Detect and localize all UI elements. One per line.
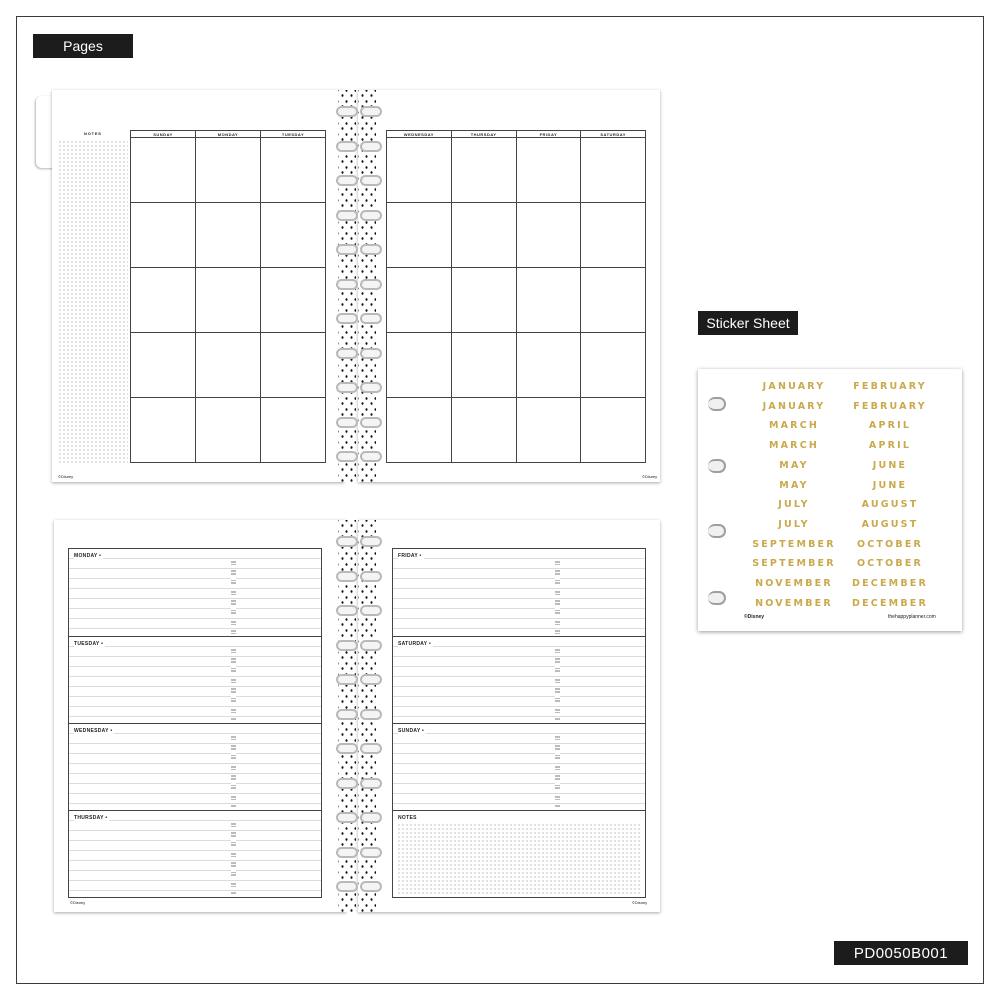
monthly-right-footer: ©Disney: [642, 474, 658, 479]
month-sticker[interactable]: AUGUST: [861, 518, 919, 530]
binder-ring: [360, 778, 382, 789]
calendar-cell[interactable]: [451, 398, 516, 463]
calendar-cell[interactable]: [387, 398, 452, 463]
calendar-cell[interactable]: [196, 333, 261, 398]
binder-ring: [336, 313, 358, 324]
day-name: WEDNESDAY •: [74, 728, 113, 734]
binder-ring: [360, 141, 382, 152]
binder-ring: [336, 106, 358, 117]
checkbox-column[interactable]: [555, 557, 560, 634]
monthly-left-calendar: [130, 130, 326, 463]
sticker-sheet: [698, 369, 962, 631]
calendar-cell[interactable]: [387, 203, 452, 268]
binder-ring: [336, 674, 358, 685]
day-block-sunday[interactable]: [393, 723, 645, 810]
day-name: TUESDAY •: [74, 641, 104, 647]
month-sticker[interactable]: FEBRUARY: [853, 400, 927, 412]
day-block-monday[interactable]: [69, 549, 321, 636]
binder-ring: [360, 743, 382, 754]
binder-ring: [336, 279, 358, 290]
month-sticker[interactable]: JULY: [778, 499, 810, 511]
day-name: SATURDAY •: [398, 641, 431, 647]
monthly-right-page: [358, 90, 660, 482]
month-sticker[interactable]: DECEMBER: [852, 578, 928, 589]
calendar-cell[interactable]: [516, 333, 581, 398]
checkbox-column[interactable]: [231, 819, 236, 895]
binder-ring: [336, 709, 358, 720]
pages-label: Pages: [33, 34, 133, 58]
binder-ring: [360, 348, 382, 359]
checkbox-column[interactable]: [555, 732, 560, 808]
sticker-hole: [708, 524, 726, 538]
day-header: SUNDAY: [131, 131, 196, 138]
calendar-cell[interactable]: [196, 398, 261, 463]
binder-ring: [360, 244, 382, 255]
day-block-thursday[interactable]: [69, 810, 321, 897]
month-sticker[interactable]: JUNE: [872, 459, 908, 471]
calendar-cell[interactable]: [451, 203, 516, 268]
sticker-footer-right: thehappyplanner.com: [888, 614, 936, 620]
day-block-tuesday[interactable]: [69, 636, 321, 723]
binder-ring: [336, 605, 358, 616]
calendar-cell[interactable]: [516, 268, 581, 333]
calendar-cell[interactable]: [581, 398, 646, 463]
month-sticker[interactable]: MARCH: [768, 440, 820, 452]
calendar-cell[interactable]: [261, 333, 326, 398]
binder-ring: [336, 382, 358, 393]
calendar-cell[interactable]: [261, 268, 326, 333]
binder-ring: [360, 313, 382, 324]
binder-ring: [360, 451, 382, 462]
month-sticker[interactable]: NOVEMBER: [755, 578, 833, 589]
calendar-cell[interactable]: [131, 333, 196, 398]
day-header: THURSDAY: [451, 131, 516, 138]
month-sticker[interactable]: DECEMBER: [852, 597, 928, 609]
calendar-cell[interactable]: [196, 268, 261, 333]
binder-ring: [360, 210, 382, 221]
checkbox-column[interactable]: [231, 645, 236, 721]
binder-ring: [336, 451, 358, 462]
binder-ring: [360, 175, 382, 186]
monthly-notes-title: NOTES: [84, 131, 102, 136]
checkbox-column[interactable]: [555, 645, 560, 721]
binder-ring: [336, 141, 358, 152]
binder-ring: [336, 210, 358, 221]
binder-ring: [360, 709, 382, 720]
monthly-left-page: [52, 90, 344, 482]
month-sticker[interactable]: MARCH: [768, 420, 820, 432]
weekly-notes-block[interactable]: [393, 810, 645, 898]
calendar-cell[interactable]: [451, 333, 516, 398]
binder-ring: [360, 279, 382, 290]
calendar-cell[interactable]: [516, 398, 581, 463]
monthly-left-footer: ©Disney: [58, 474, 74, 479]
weekly-right-footer: ©Disney: [632, 900, 648, 905]
monthly-notes-dotgrid: [58, 140, 128, 465]
calendar-cell[interactable]: [516, 203, 581, 268]
calendar-cell[interactable]: [451, 268, 516, 333]
month-sticker[interactable]: APRIL: [868, 440, 912, 452]
binder-ring: [360, 674, 382, 685]
binder-ring: [360, 812, 382, 823]
binder-ring: [336, 417, 358, 428]
binder-ring: [336, 640, 358, 651]
checkbox-column[interactable]: [231, 557, 236, 634]
day-header: TUESDAY: [261, 131, 326, 138]
weekly-notes-dotgrid: [397, 823, 641, 894]
sticker-hole: [708, 397, 726, 411]
weekly-right-box: [392, 548, 646, 898]
sticker-hole: [708, 591, 726, 605]
month-sticker[interactable]: JUNE: [872, 479, 908, 491]
binder-ring: [360, 881, 382, 892]
day-header: FRIDAY: [516, 131, 581, 138]
weekly-notes-title: NOTES: [398, 815, 417, 821]
binder-ring: [360, 605, 382, 616]
month-sticker[interactable]: NOVEMBER: [755, 597, 833, 609]
day-header: WEDNESDAY: [387, 131, 452, 138]
day-header: SATURDAY: [581, 131, 646, 138]
calendar-cell[interactable]: [581, 333, 646, 398]
calendar-cell[interactable]: [196, 203, 261, 268]
checkbox-column[interactable]: [231, 732, 236, 808]
binder-ring: [336, 571, 358, 582]
month-sticker[interactable]: SEPTEMBER: [752, 558, 836, 570]
calendar-cell[interactable]: [516, 138, 581, 203]
weekly-right-page: [358, 520, 660, 912]
month-sticker[interactable]: JULY: [778, 518, 810, 530]
binder-ring: [360, 106, 382, 117]
binder-ring: [336, 348, 358, 359]
binder-ring: [336, 812, 358, 823]
month-sticker[interactable]: FEBRUARY: [853, 381, 927, 392]
month-sticker[interactable]: MAY: [779, 479, 809, 491]
calendar-cell[interactable]: [387, 333, 452, 398]
calendar-cell[interactable]: [131, 268, 196, 333]
binder-ring: [336, 175, 358, 186]
day-block-friday[interactable]: [393, 549, 645, 636]
month-sticker[interactable]: AUGUST: [861, 499, 919, 511]
calendar-cell[interactable]: [581, 268, 646, 333]
weekly-left-box: [68, 548, 322, 898]
month-sticker[interactable]: JANUARY: [762, 381, 826, 392]
day-name: MONDAY •: [74, 553, 102, 559]
binder-ring: [360, 571, 382, 582]
monthly-right-calendar: [386, 130, 646, 463]
weekly-left-page: [54, 520, 346, 912]
calendar-cell[interactable]: [451, 138, 516, 203]
day-block-saturday[interactable]: [393, 636, 645, 723]
calendar-cell[interactable]: [261, 398, 326, 463]
calendar-cell[interactable]: [131, 203, 196, 268]
calendar-cell[interactable]: [581, 203, 646, 268]
calendar-cell[interactable]: [387, 268, 452, 333]
day-header: MONDAY: [196, 131, 261, 138]
binder-ring: [336, 244, 358, 255]
calendar-cell[interactable]: [261, 203, 326, 268]
month-sticker[interactable]: MAY: [779, 459, 809, 471]
calendar-cell[interactable]: [196, 138, 261, 203]
calendar-cell[interactable]: [387, 138, 452, 203]
binder-ring: [336, 881, 358, 892]
binder-ring: [360, 847, 382, 858]
day-name: SUNDAY •: [398, 728, 425, 734]
day-name: THURSDAY •: [74, 815, 108, 821]
sticker-sheet-label: Sticker Sheet: [698, 311, 798, 335]
calendar-cell[interactable]: [581, 138, 646, 203]
month-sticker[interactable]: OCTOBER: [856, 538, 924, 550]
month-sticker[interactable]: JANUARY: [762, 400, 826, 412]
binder-ring: [336, 847, 358, 858]
binder-ring: [360, 417, 382, 428]
binder-ring: [336, 778, 358, 789]
binder-ring: [360, 536, 382, 547]
calendar-cell[interactable]: [261, 138, 326, 203]
month-sticker[interactable]: APRIL: [868, 420, 912, 432]
product-code-label: PD0050B001: [834, 941, 968, 965]
weekly-left-footer: ©Disney: [70, 900, 86, 905]
month-sticker[interactable]: OCTOBER: [856, 558, 924, 570]
month-sticker[interactable]: SEPTEMBER: [752, 538, 836, 550]
day-block-wednesday[interactable]: [69, 723, 321, 810]
binder-ring: [360, 382, 382, 393]
sticker-hole: [708, 459, 726, 473]
binder-ring: [336, 743, 358, 754]
day-name: FRIDAY •: [398, 553, 422, 559]
sticker-footer-left: ©Disney: [744, 614, 765, 620]
calendar-cell[interactable]: [131, 138, 196, 203]
binder-ring: [360, 640, 382, 651]
binder-ring: [336, 536, 358, 547]
calendar-cell[interactable]: [131, 398, 196, 463]
